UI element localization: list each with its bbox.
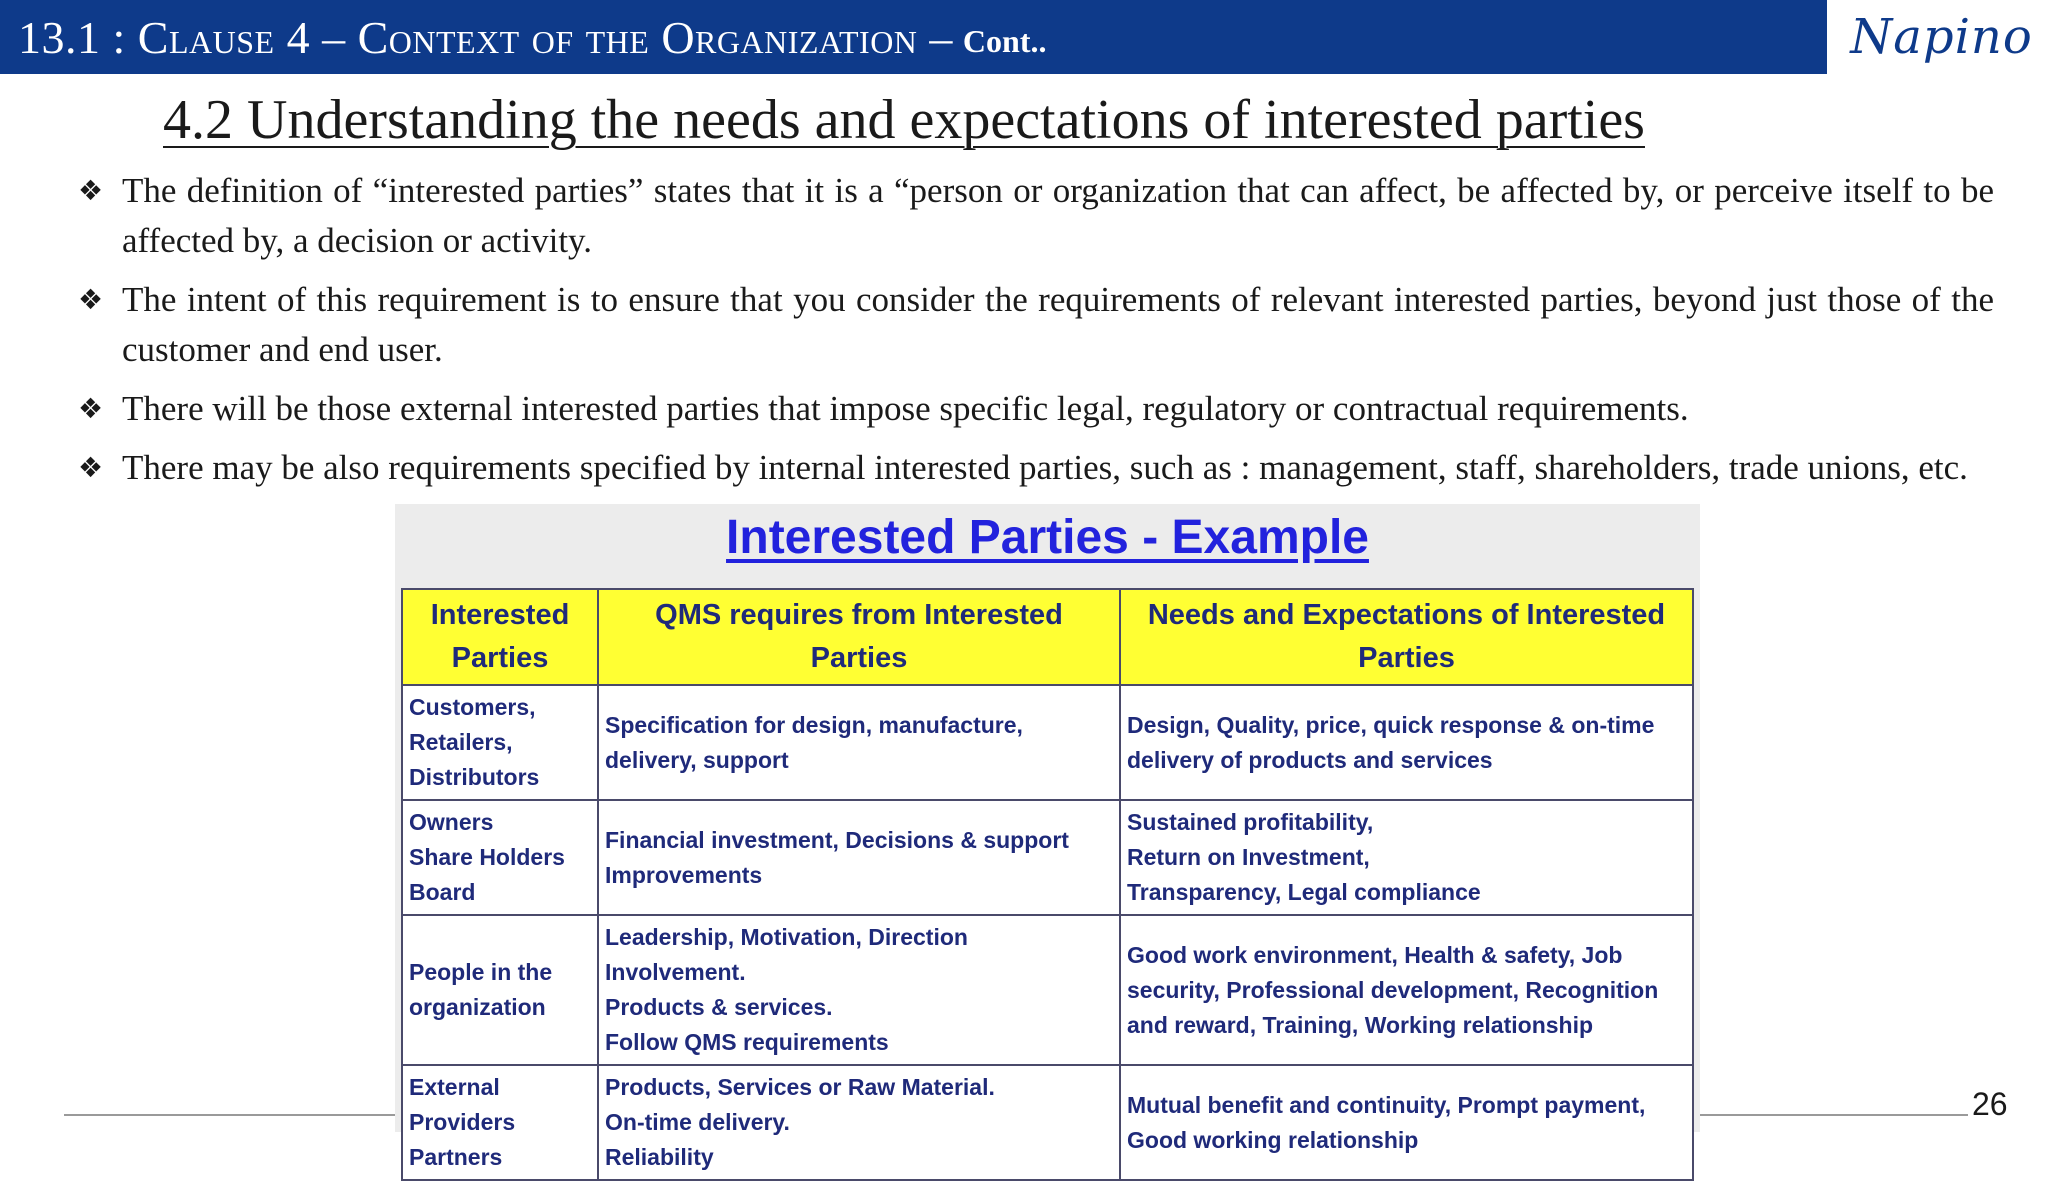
table-cell-needs: Mutual benefit and continuity, Prompt payment, Good working relationship (1120, 1065, 1693, 1180)
table-cell-qms: Leadership, Motivation, Direction Involvement. Products & services. Follow QMS requirements (598, 915, 1120, 1065)
table-row (402, 1065, 1693, 1180)
bullet-item (78, 384, 1994, 434)
table-cell-qms: Financial investment, Decisions & support Improvements (598, 800, 1120, 915)
bullet-text: The intent of this requirement is to ensure that you consider the requirements of relevant interested parties, beyond just those of the customer and end user. (122, 280, 1994, 369)
bullet-text: There may be also requirements specified by internal interested parties, such as : management, staff, shareholders, trade unions, etc. (122, 448, 1968, 487)
example-panel (395, 504, 1700, 1170)
footer-divider-left (64, 1114, 395, 1116)
bullet-item (78, 443, 1994, 493)
table-header-cell: Interested Parties (402, 589, 598, 685)
table-row (402, 800, 1693, 915)
table-cell-party: External Providers Partners (402, 1065, 598, 1180)
bullet-item (78, 166, 1994, 266)
table-cell-needs: Sustained profitability, Return on Investment, Transparency, Legal compliance (1120, 800, 1693, 915)
table-header-cell: Needs and Expectations of Interested Parties (1120, 589, 1693, 685)
table-cell-party: Customers, Retailers, Distributors (402, 685, 598, 800)
table-cell-qms: Specification for design, manufacture, delivery, support (598, 685, 1120, 800)
page-number: 26 (1972, 1086, 2008, 1122)
interested-parties-table (401, 588, 1694, 1181)
table-cell-needs: Good work environment, Health & safety, Job security, Professional development, Recognition and reward, Training, Working relationship (1120, 915, 1693, 1065)
table-header-row (402, 589, 1693, 685)
table-header-cell: QMS requires from Interested Parties (598, 589, 1120, 685)
diamond-bullet-icon: ❖ (78, 392, 104, 425)
header-title: 13.1 : Clause 4 – Context of the Organization – (18, 11, 953, 63)
diamond-bullet-icon: ❖ (78, 174, 104, 207)
diamond-bullet-icon: ❖ (78, 283, 104, 316)
header-cont: Cont.. (962, 22, 1047, 59)
section-title: 4.2 Understanding the needs and expectations of interested parties (163, 89, 1645, 151)
header-bar (0, 0, 1827, 74)
bullet-text: There will be those external interested parties that impose specific legal, regulatory or contractual requirements. (122, 389, 1689, 428)
table-cell-needs: Design, Quality, price, quick response & on-time delivery of products and services (1120, 685, 1693, 800)
table-cell-party: Owners Share Holders Board (402, 800, 598, 915)
bullet-text: The definition of “interested parties” states that it is a “person or organization that can affect, be affected by, or perceive itself to be affected by, a decision or activity. (122, 171, 1994, 260)
bullet-item (78, 275, 1994, 375)
table-cell-qms: Products, Services or Raw Material. On-time delivery. Reliability (598, 1065, 1120, 1180)
bullet-list (78, 166, 1994, 502)
footer-divider-right (1700, 1114, 1968, 1116)
example-title: Interested Parties - Example (726, 511, 1369, 564)
table-row (402, 915, 1693, 1065)
table-cell-party: People in the organization (402, 915, 598, 1065)
table-row (402, 685, 1693, 800)
napino-logo: Napino (1850, 9, 2033, 65)
diamond-bullet-icon: ❖ (78, 451, 104, 484)
